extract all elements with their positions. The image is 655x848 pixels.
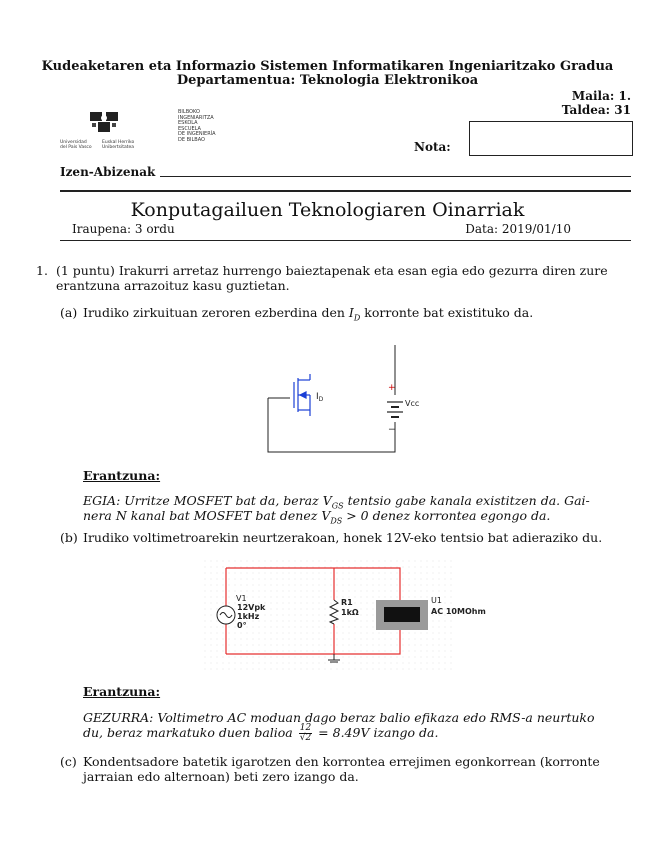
qa-var-sub: D bbox=[353, 313, 361, 323]
r1-value: 1kΩ bbox=[341, 608, 359, 617]
school-line-2: INGENIARITZA bbox=[178, 114, 214, 121]
nota-box[interactable] bbox=[469, 121, 633, 156]
name-label: Izen-Abizenak bbox=[60, 165, 156, 179]
logo-text-left-2: del País Vasco bbox=[60, 145, 92, 150]
q1-points: (1 puntu) bbox=[56, 263, 115, 278]
top-rule bbox=[60, 190, 631, 192]
qa-ans-pre: EGIA: Urritze MOSFET bat da, beraz bbox=[83, 493, 319, 508]
school-line-1: BILBOKO bbox=[178, 109, 200, 115]
qb-answer-label: Erantzuna: bbox=[83, 684, 161, 699]
name-line[interactable] bbox=[160, 176, 631, 177]
school-line-3: ESKOLA bbox=[178, 120, 198, 126]
nota-label: Nota: bbox=[414, 140, 451, 154]
qb-fraction bbox=[299, 724, 312, 743]
school-line-6: DE BILBAO bbox=[178, 136, 205, 143]
id-label: $I_D$ bbox=[316, 392, 324, 403]
qa-var bbox=[348, 305, 361, 323]
exam-title: Konputagailuen Teknologiaren Oinarriak bbox=[130, 199, 525, 221]
exam-date: Data: 2019/01/10 bbox=[465, 222, 571, 236]
r1-name: R1 bbox=[341, 598, 353, 607]
qb-text: Irudiko voltimetroarekin neurtzerakoan, honek 12V-eko tentsio bat adieraziko du. bbox=[83, 530, 603, 545]
v1-freq: 1kHz bbox=[237, 612, 260, 621]
school-line-4: ESCUELA bbox=[178, 125, 201, 132]
q1-intro-line2: erantzuna arrazoituz kasu guztietan. bbox=[56, 278, 290, 293]
vcc-label: Vcc bbox=[405, 399, 420, 408]
qa-answer-label: Erantzuna: bbox=[83, 468, 161, 483]
degree-title: Kudeaketaren eta Informazio Sistemen Informatikaren Ingeniaritzako Gradua bbox=[41, 59, 614, 74]
voltmeter-display bbox=[384, 607, 420, 622]
qa-ans-vsub: GS bbox=[331, 501, 344, 511]
exam-duration: Iraupena: 3 ordu bbox=[72, 222, 175, 236]
v1-phase: 0° bbox=[237, 621, 247, 630]
qa-text bbox=[83, 305, 533, 326]
qa-ans2-vsub: DS bbox=[330, 516, 343, 526]
qc-text-line2: jarraian edo alternoan) beti zero izango da. bbox=[83, 769, 359, 784]
qb-ans-pre: du, beraz markatuko duen balioa bbox=[83, 725, 293, 740]
qa-ans2-pre: nera N kanal bat MOSFET bat denez bbox=[83, 508, 318, 523]
logo-text-right-1: Euskal Herriko bbox=[102, 140, 135, 145]
taldea-label: Taldea: 31 bbox=[561, 103, 631, 117]
u1-value: AC 10MOhm bbox=[431, 607, 486, 616]
qa-text-pre: Irudiko zirkuituan zeroren ezberdina den bbox=[83, 305, 345, 320]
school-line-5: DE INGENIERÍA bbox=[178, 131, 216, 137]
q1-intro-line1: Irakurri arretaz hurrengo baieztapenak eta esan egia edo gezurra diren zure bbox=[118, 263, 608, 278]
q1-number: 1. bbox=[36, 263, 48, 278]
qa-ans-v: V bbox=[322, 493, 332, 508]
qb-label: (b) bbox=[60, 530, 78, 545]
qa-ans2-v: V bbox=[321, 508, 331, 523]
vcc-plus: + bbox=[388, 383, 396, 393]
qb-frac-den: √2 bbox=[299, 733, 312, 743]
qb-frac-num: 12 bbox=[299, 723, 312, 733]
maila-label: Maila: 1. bbox=[571, 89, 631, 103]
qb-answer-line1: GEZURRA: Voltimetro AC moduan dago beraz balio efikaza edo RMS-a neurtuko bbox=[83, 710, 595, 725]
logo-text-right-2: Unibertsitatea bbox=[102, 145, 135, 150]
bottom-rule bbox=[60, 240, 631, 241]
v1-amp: 12Vpk bbox=[237, 603, 266, 612]
logo-text-left-1: Universidad bbox=[60, 140, 87, 145]
university-emblem-icon bbox=[88, 110, 120, 136]
u1-name: U1 bbox=[431, 596, 442, 605]
qa-ans2-post: > 0 denez korrontea egongo da. bbox=[346, 508, 551, 523]
q1-intro bbox=[56, 263, 616, 278]
qa-label: (a) bbox=[60, 305, 78, 320]
qa-answer-line2 bbox=[83, 508, 550, 529]
qc-label: (c) bbox=[60, 754, 77, 769]
qb-ans-post: = 8.49V izango da. bbox=[318, 725, 439, 740]
v1-name: V1 bbox=[236, 594, 247, 603]
qb-answer-line2 bbox=[83, 724, 438, 743]
qa-var-i: I bbox=[348, 305, 354, 320]
department-title: Departamentua: Teknologia Elektronikoa bbox=[176, 73, 479, 88]
qc-text-line1: Kondentsadore batetik igarotzen den korrontea errejimen egonkorrean (korronte bbox=[83, 754, 600, 769]
university-logo bbox=[60, 109, 216, 158]
qa-ans-post: tentsio gabe kanala existitzen da. Gai- bbox=[347, 493, 590, 508]
mosfet-circuit bbox=[260, 340, 420, 460]
battery-symbol bbox=[387, 402, 403, 417]
circuit-wire-bottom bbox=[268, 398, 395, 452]
mosfet-symbol bbox=[294, 374, 310, 416]
voltmeter-circuit bbox=[204, 560, 486, 670]
vcc-minus: − bbox=[388, 425, 396, 435]
qa-text-post: korronte bat existituko da. bbox=[364, 305, 534, 320]
